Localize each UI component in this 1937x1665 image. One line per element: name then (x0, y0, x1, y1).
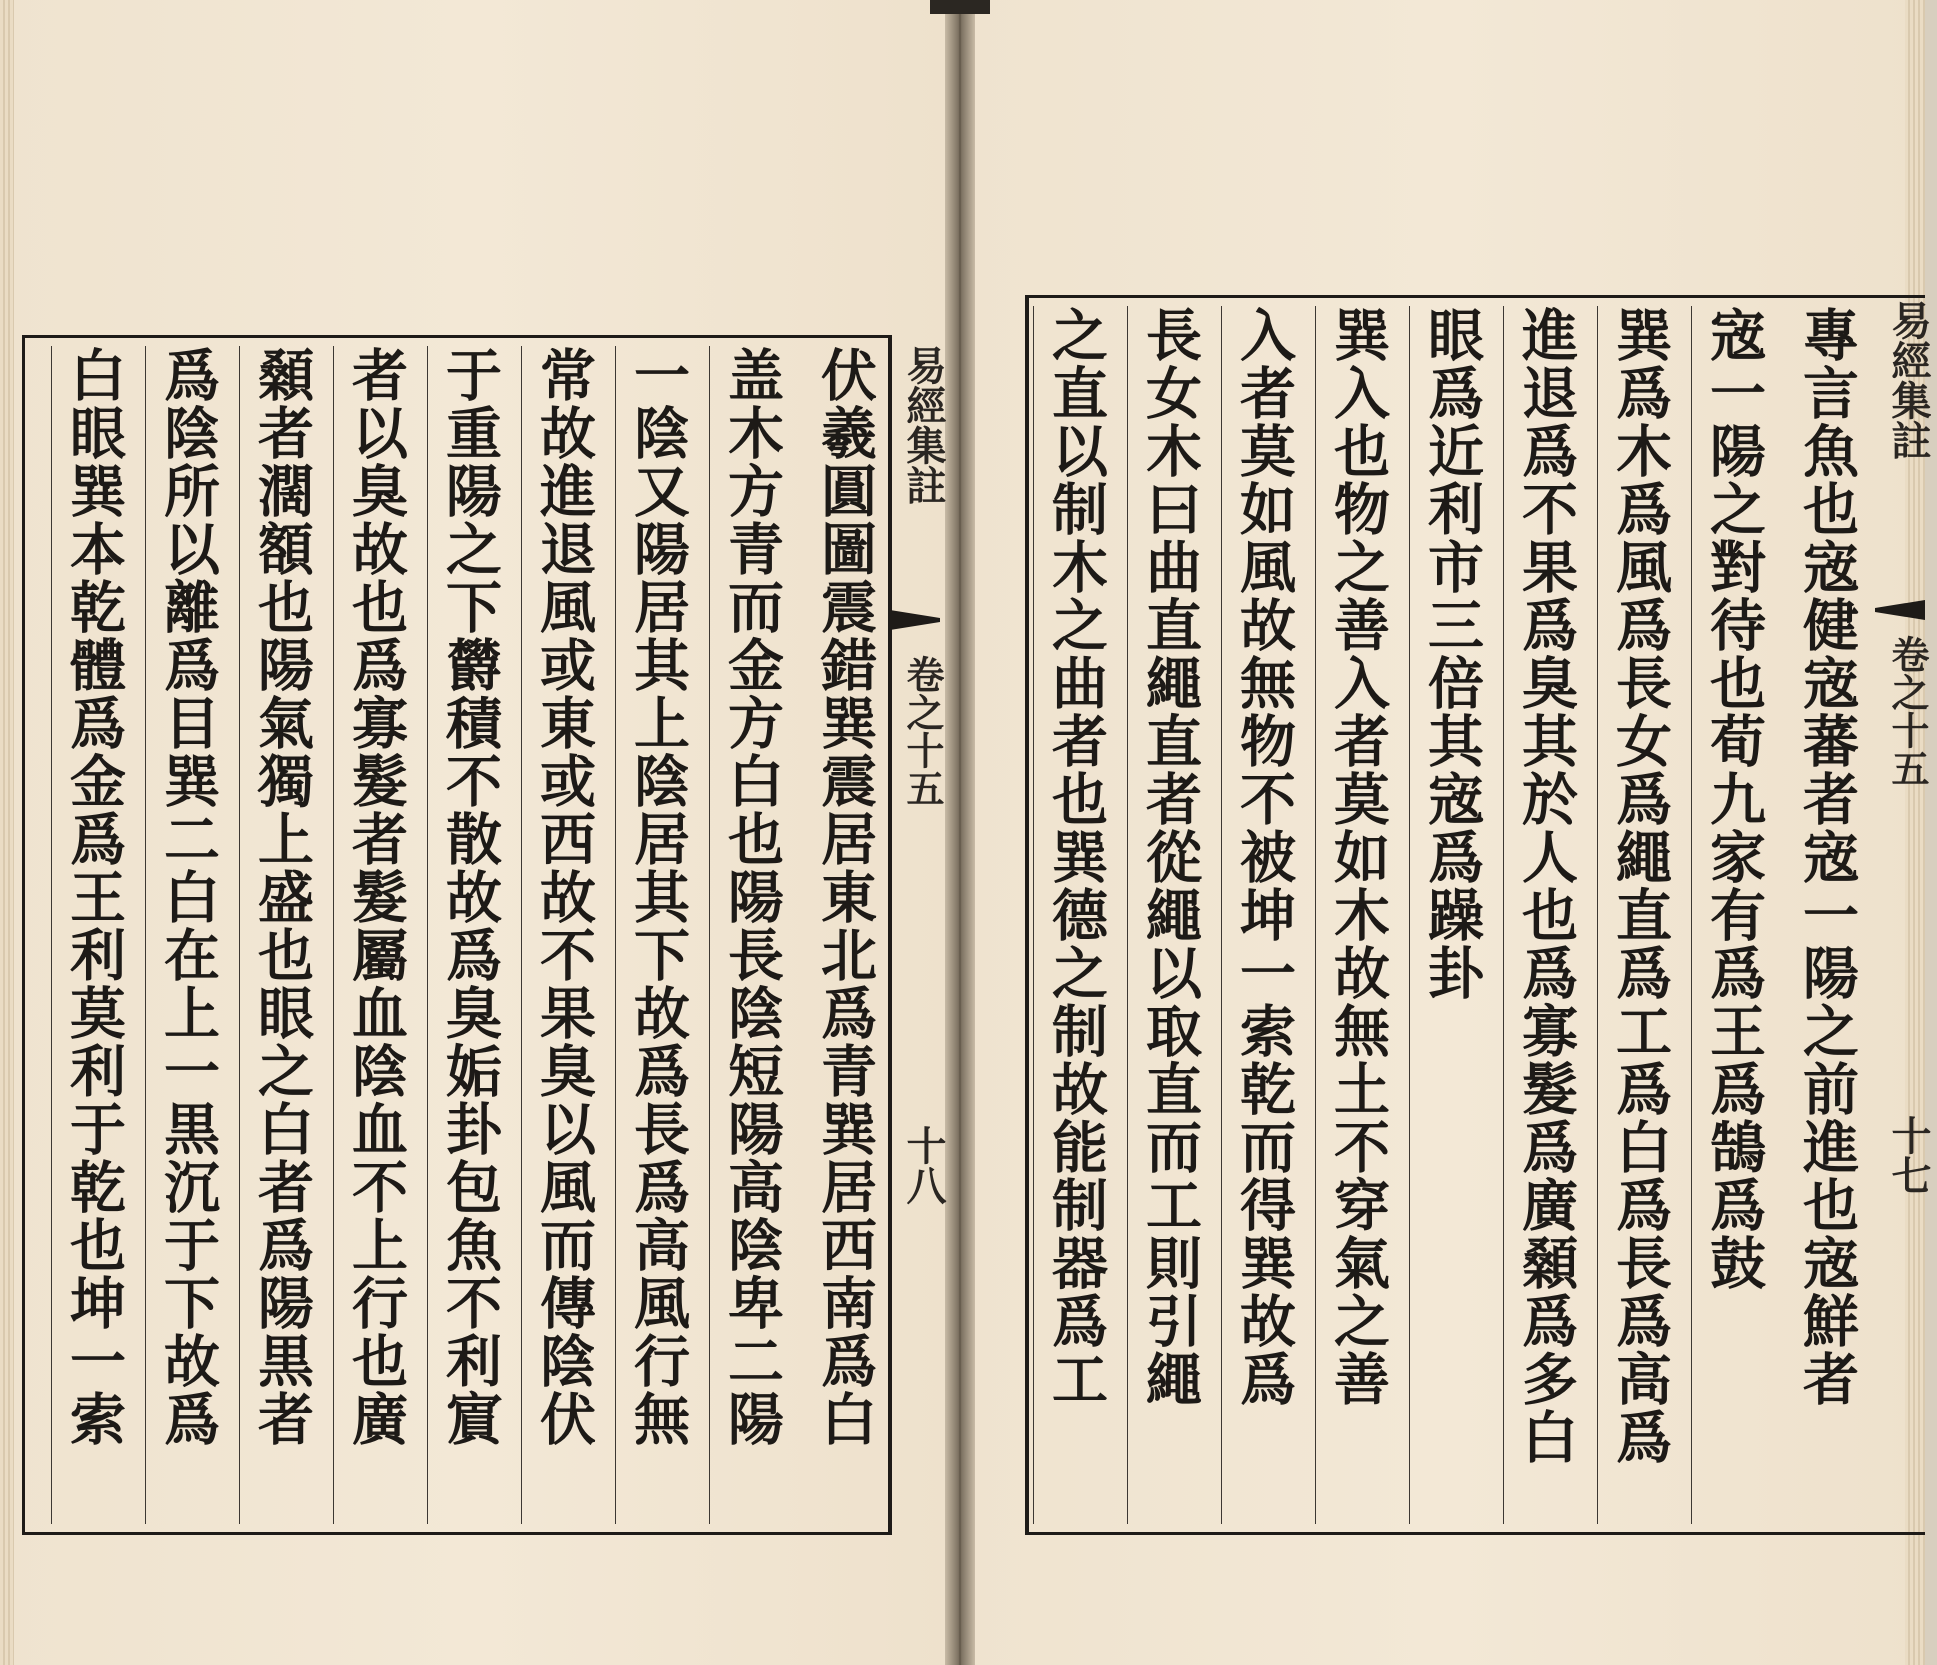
column-text: 眼爲近利市三倍其宼爲躁卦 (1419, 306, 1485, 1002)
column-text: 者以臭故也爲寡髮者髮屬血陰血不上行也廣 (343, 346, 409, 1448)
left-folio-number: 十八 (900, 1125, 947, 1205)
left-column-1 (803, 346, 887, 1524)
column-text: 巽入也物之善入者莫如木故無土不穿氣之善 (1325, 306, 1391, 1408)
column-text: 一陰又陽居其上陰居其下故爲長爲高風行無 (625, 346, 691, 1448)
right-margin-volume: 卷之十五 (1885, 635, 1930, 787)
left-column-3 (615, 346, 700, 1524)
right-column-7 (1221, 306, 1306, 1524)
column-text: 入者莫如風故無物不被坤一索乾而得巽故爲 (1231, 306, 1297, 1408)
left-page-edges (0, 0, 14, 1665)
right-column-4 (1503, 306, 1588, 1524)
column-text: 于重陽之下欝積不散故爲臭姤卦包魚不利賔 (437, 346, 503, 1448)
column-text: 之直以制木之曲者也巽德之制故能制器爲工 (1043, 306, 1109, 1408)
column-text: 爲陰所以離爲目巽二白在上一黒沉于下故爲 (155, 346, 221, 1448)
right-folio-number: 十七 (1885, 1115, 1932, 1195)
column-text: 宼一陽之對待也荀九家有爲王爲鵠爲鼓 (1701, 306, 1767, 1292)
left-column-6 (333, 346, 418, 1524)
column-text: 專言魚也宼健宼蕃者宼一陽之前進也宼鮮者 (1794, 306, 1860, 1408)
left-column-2 (709, 346, 794, 1524)
right-column-8 (1127, 306, 1212, 1524)
right-column-1 (1785, 306, 1869, 1524)
left-column-4 (521, 346, 606, 1524)
column-text: 伏羲圓圖震錯巽震居東北爲青巽居西南爲白 (812, 346, 878, 1448)
left-margin-title: 易經集註 (900, 345, 947, 505)
right-margin-title: 易經集註 (1885, 300, 1932, 460)
right-column-9 (1033, 306, 1118, 1524)
column-text: 白眼巽本乾體爲金爲王利莫利于乾也坤一索 (61, 346, 127, 1448)
left-column-7 (239, 346, 324, 1524)
right-column-6 (1315, 306, 1400, 1524)
right-column-2 (1691, 306, 1776, 1524)
column-text: 常故進退風或東或西故不果臭以風而傳陰伏 (531, 346, 597, 1448)
left-column-8 (145, 346, 230, 1524)
book-gutter (945, 0, 975, 1665)
column-text: 巽爲木爲風爲長女爲繩直爲工爲白爲長爲高爲 (1607, 306, 1673, 1466)
left-column-9 (51, 346, 136, 1524)
column-text: 盖木方青而金方白也陽長陰短陽高陰卑二陽 (719, 346, 785, 1448)
column-text: 進退爲不果爲臭其於人也爲寡髮爲廣顙爲多白 (1513, 306, 1579, 1466)
left-margin-volume: 卷之十五 (900, 655, 945, 807)
left-column-5 (427, 346, 512, 1524)
right-column-3 (1597, 306, 1682, 1524)
right-text-frame (1025, 295, 1925, 1535)
left-text-frame (22, 335, 892, 1535)
column-text: 顙者濶額也陽氣獨上盛也眼之白者爲陽黒者 (249, 346, 315, 1448)
right-column-5 (1409, 306, 1494, 1524)
column-text: 長女木曰曲直繩直者從繩以取直而工則引繩 (1137, 306, 1203, 1408)
binding-top (930, 0, 990, 14)
